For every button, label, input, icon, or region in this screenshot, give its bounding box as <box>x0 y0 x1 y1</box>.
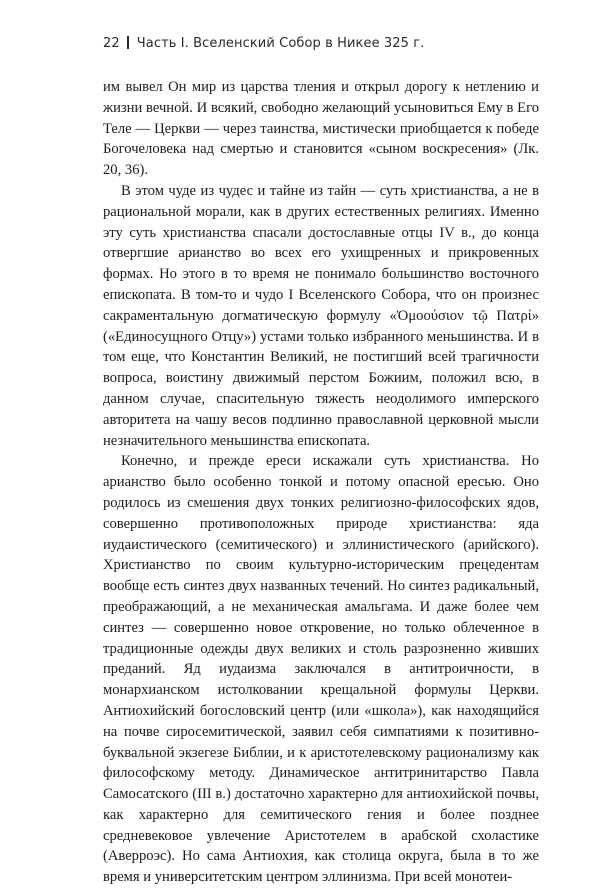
running-head <box>103 36 424 51</box>
paragraph-continued: им вывел Он мир из царства тления и открыл дорогу к нетлению и жизни вечной. И всякий, свободно желающий усыновиться Ему в Его Теле — Церкви — через таинства, мистически приобщается к победе Богочеловека над смертью и становится «сыном воскресения» (Лк. 20, 36). <box>103 79 539 179</box>
paragraph: В этом чуде из чудес и тайне из тайн — суть христианства, а не в рациональной морали, как в других естественных религиях. Именно эту суть христианства спасали достославные отцы IV в., до конца отвергшие арианство во всех его ухищренных и прикровенных формах. Но этого в то время не понимало большинство восточного епископата. В том-то и чудо I Вселенского Собора, что он произнес сакраментальную догматическую формулу «Ὁμοούσιον τῷ Πατρί» («Единосущного Отцу») устами только избранного меньшинства. И в том еще, что Константин Великий, не постигший всей трагичности вопроса, воистину движимый перстом Божиим, положил всю, в данном случае, спасительную тяжесть неодолимого имперского авторитета на чашу весов подлинно православной церковной мысли незначительного меньшинства епископата. <box>103 182 539 449</box>
running-title: Часть I. Вселенский Собор в Никее 325 г. <box>136 36 425 51</box>
body-text <box>103 77 539 888</box>
page-number: 22 <box>103 36 120 51</box>
paragraph: Конечно, и прежде ереси искажали суть христианства. Но арианство было особенно тонкой и потому опасной ересью. Оно родилось из смешения двух тонких религиозно-философских ядов, совершенно противоположных природе христианства: яда иудаистического (семитического) и эллинистического (арийского). Христианство по своим культурно-историческим прецедентам вообще есть синтез двух названных течений. Но синтез радикальный, преображающий, а не механическая амальгама. И даже более чем синтез — совершенно новое откровение, но только облеченное в традиционные одежды двух великих и столь разрозненно живших преданий. Яд иудаизма заключался в антитроичности, в монархианском истолковании крещальной формулы Церкви. Антиохийский богословский центр (или «школа»), как находящийся на почве сиросемитической, заявил себя симпатиями к позитивно-буквальной экзегезе Библии, и к аристотелевскому рационализму как философскому методу. Динамическое антитринитарство Павла Самосатского (III в.) достаточно характерно для антиохийской почвы, как характерно для семитического гения и более позднее средневековое увлечение Аристотелем в арабской схоластике (Аверроэс). Но сама Антиохия, как столица округа, была в то же время и университетским центром эллинизма. При всей монотеи- <box>103 453 539 886</box>
header-separator <box>127 36 129 49</box>
